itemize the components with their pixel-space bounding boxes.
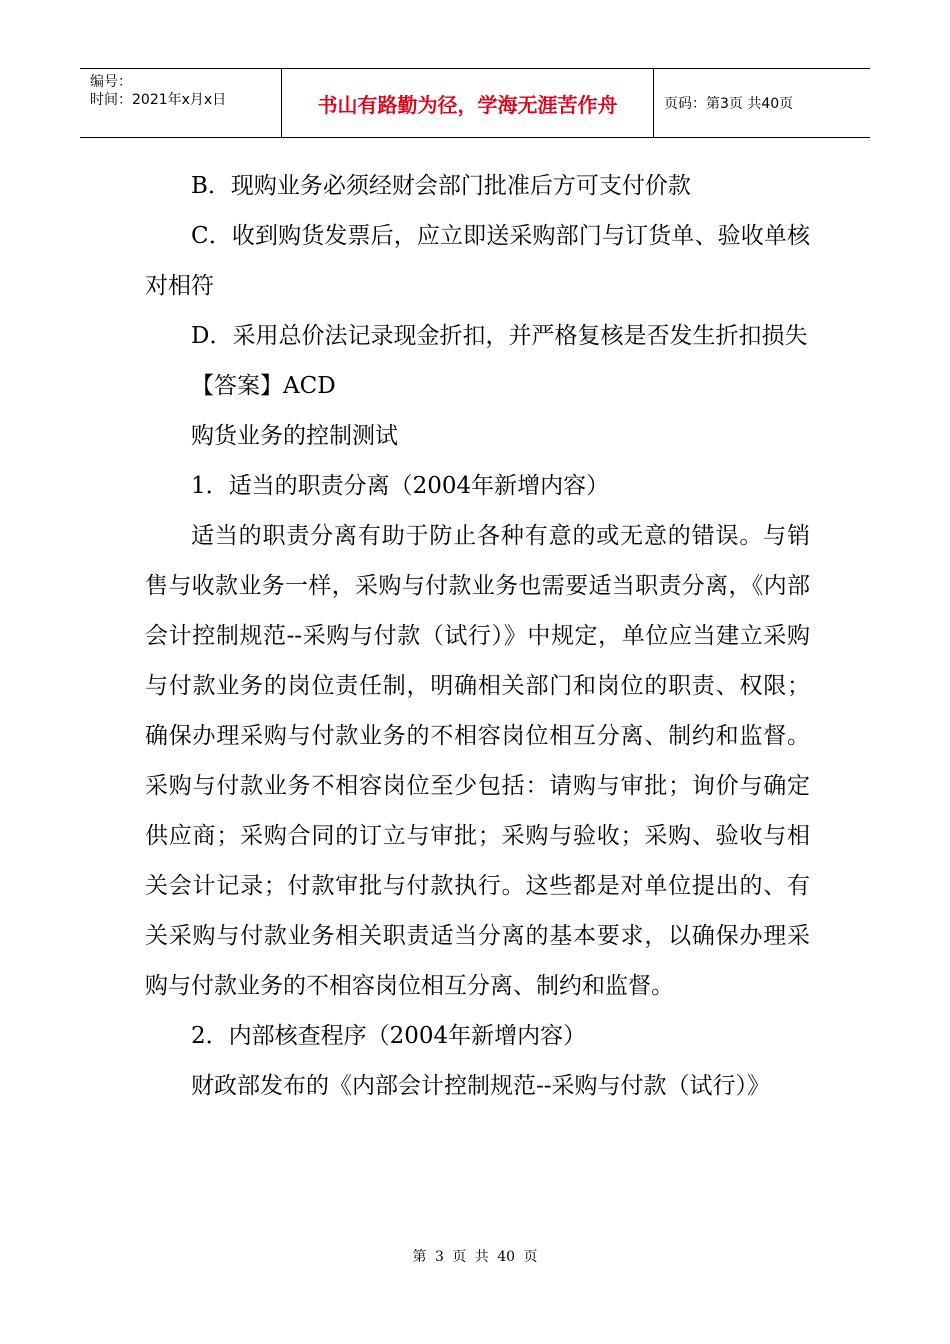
paragraph-option-b: B．现购业务必须经财会部门批准后方可支付价款 bbox=[191, 173, 691, 199]
paragraph-option-d: D．采用总价法记录现金折扣，并严格复核是否发生折扣损失 bbox=[191, 323, 808, 349]
paragraph-answer: 【答案】ACD bbox=[191, 373, 336, 399]
document-body bbox=[145, 161, 810, 1111]
header-date-label: 时间：2021年x月x日 bbox=[90, 92, 227, 108]
paragraph-body-1: 适当的职责分离有助于防止各种有意的或无意的错误。与销售与收款业务一样，采购与付款业务也需要适当职责分离，《内部会计控制规范--采购与付款（试行）》中规定，单位应当建立采购与付款业务的岗位责任制，明确相关部门和岗位的职责、权限；确保办理采购与付款业务的不相容岗位相互分离、制约和监督。采购与付款业务不相容岗位至少包括：请购与审批；询价与确定供应商；采购合同的订立与审批；采购与验收；采购、验收与相关会计记录；付款审批与付款执行。这些都是对单位提出的、有关采购与付款业务相关职责适当分离的基本要求，以确保办理采购与付款业务的不相容岗位相互分离、制约和监督。 bbox=[145, 523, 810, 999]
header-number-label: 编号： bbox=[90, 74, 132, 90]
paragraph-heading-2: 2．内部核查程序（2004年新增内容） bbox=[191, 1023, 587, 1049]
page-footer: 第 3 页 共 40 页 bbox=[412, 1249, 538, 1265]
header-page-info: 页码：第3页 共40页 bbox=[664, 96, 794, 112]
paragraph-heading-1: 1．适当的职责分离（2004年新增内容） bbox=[191, 473, 610, 499]
header-meta bbox=[80, 69, 282, 137]
paragraph-section-title: 购货业务的控制测试 bbox=[191, 423, 398, 449]
page-header bbox=[80, 68, 870, 138]
paragraph-body-2: 财政部发布的《内部会计控制规范--采购与付款（试行）》 bbox=[191, 1073, 771, 1099]
header-motto: 书山有路勤为径，学海无涯苦作舟 bbox=[282, 69, 654, 137]
paragraph-option-c: C．收到购货发票后，应立即送采购部门与订货单、验收单核对相符 bbox=[145, 223, 810, 299]
